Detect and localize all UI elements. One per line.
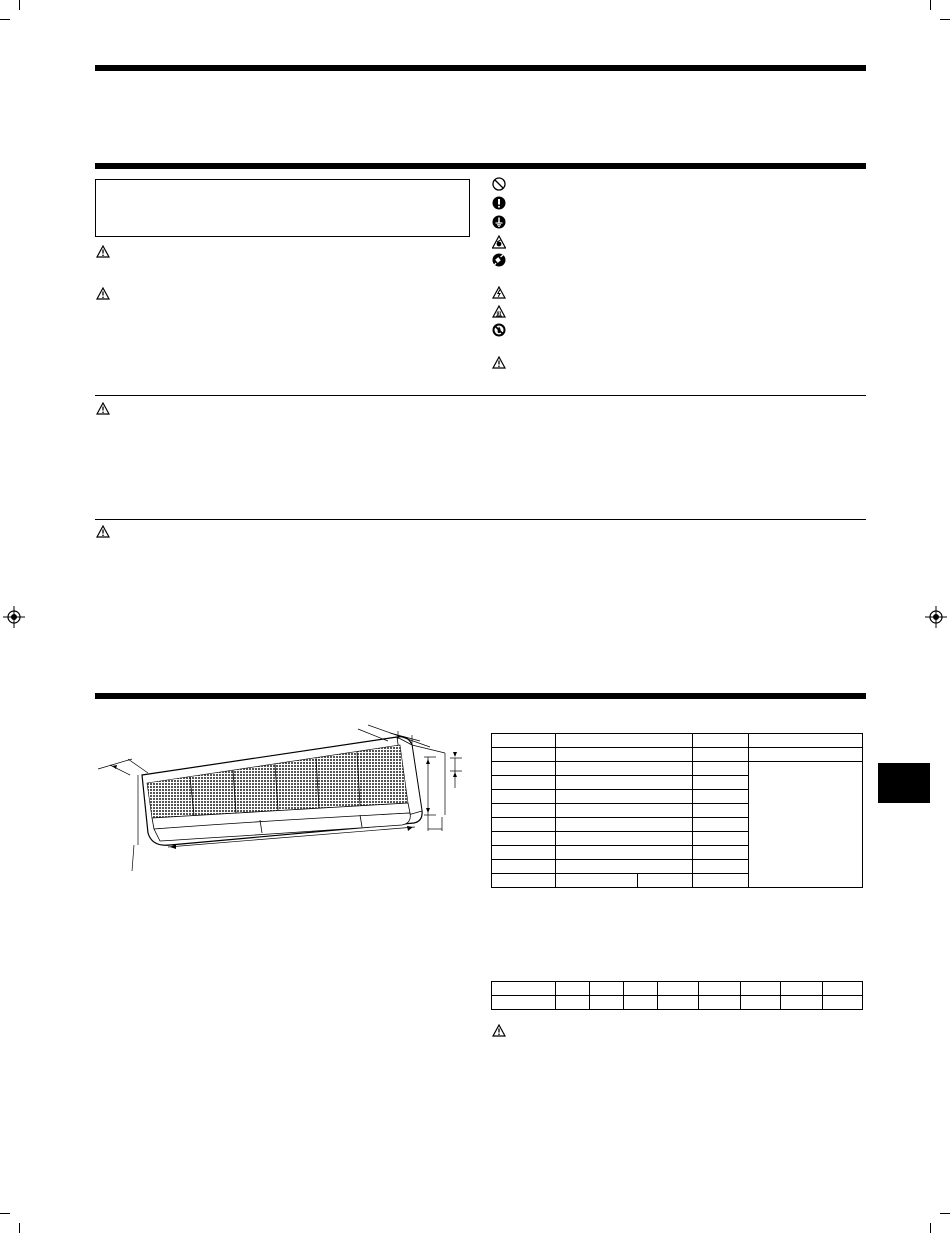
caution-section-rule xyxy=(95,519,866,520)
caution-triangle-icon xyxy=(492,356,506,369)
table-row xyxy=(492,748,863,762)
mandatory-instruction-icon xyxy=(492,196,506,210)
hot-surface-icon xyxy=(492,305,506,318)
crop-mark-bottom-left-h xyxy=(0,1213,10,1214)
language-tab-marker xyxy=(878,763,930,803)
registration-mark-right xyxy=(925,606,947,628)
crop-mark-top-left-h xyxy=(0,19,10,20)
registration-mark-left xyxy=(3,606,25,628)
spec-table-1 xyxy=(491,733,863,888)
warning-triangle-icon xyxy=(96,402,110,415)
disconnect-plug-icon xyxy=(492,253,506,267)
ground-earth-icon xyxy=(492,215,506,229)
electric-shock-icon xyxy=(492,286,506,299)
notice-box xyxy=(95,179,470,237)
crop-mark-top-right-h xyxy=(940,19,950,20)
section-2-rule xyxy=(95,693,866,699)
table-row xyxy=(492,734,863,748)
crop-mark-bottom-right-v xyxy=(930,1223,931,1233)
section-1-rule xyxy=(95,163,866,169)
crop-mark-bottom-left-v xyxy=(19,1223,20,1233)
crop-mark-top-right-v xyxy=(930,0,931,10)
prohibited-icon xyxy=(492,177,506,191)
table-row xyxy=(492,762,863,776)
spec-table-2 xyxy=(491,981,863,1010)
fire-prohibited-icon xyxy=(492,323,506,337)
indoor-unit-drawing xyxy=(90,723,465,875)
caution-triangle-icon xyxy=(492,1024,506,1037)
warning-triangle-icon xyxy=(96,245,110,258)
finger-caution-icon xyxy=(492,235,506,249)
crop-mark-bottom-right-h xyxy=(940,1213,950,1214)
crop-mark-top-left-v xyxy=(19,0,20,10)
table-row xyxy=(492,996,863,1010)
caution-triangle-icon xyxy=(96,525,110,538)
header-rule xyxy=(95,65,866,71)
caution-triangle-icon xyxy=(96,287,110,300)
table-row xyxy=(492,982,863,996)
warning-section-rule xyxy=(95,395,866,396)
